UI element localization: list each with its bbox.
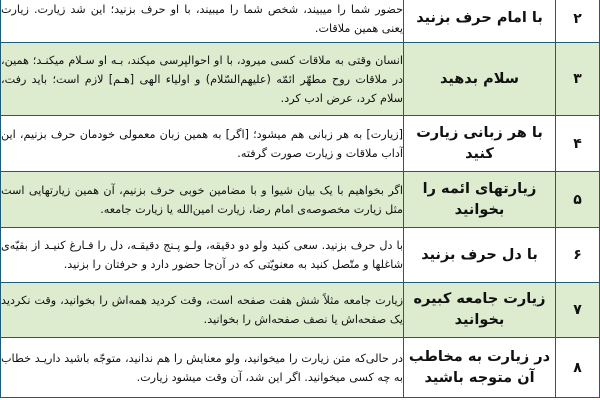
- table-row: [1, 172, 600, 228]
- row-description: با دل حرف بزنید. سعی کنید ولو دو دقیقه، ولـو پـنج دقیقـه، دل را فـارغ کنیـد از بقیّه‌ی شاغلها و متّصل کنید به معنویّتی که در آن‌جا حضور دارد و حرفتان را بزنید.: [1, 228, 404, 283]
- table-row: [1, 0, 600, 43]
- table-row: [1, 43, 600, 116]
- row-description: حضور شما را میبیند، شخص شما را میبیند، با او حرف بزنید؛ این شد زیارت. زیارت یعنی همین ملاقات.: [1, 0, 404, 43]
- row-number: ۸: [556, 338, 600, 398]
- table-row: [1, 283, 600, 338]
- table-row: [1, 228, 600, 283]
- row-number: ۷: [556, 283, 600, 338]
- row-title: با هر زبانی زیارت کنید: [404, 116, 556, 172]
- row-title: زیارتهای ائمه را بخوانید: [404, 172, 556, 228]
- row-number: ۳: [556, 43, 600, 116]
- row-title: با امام حرف بزنید: [404, 0, 556, 43]
- row-number: ۵: [556, 172, 600, 228]
- table-row: [1, 338, 600, 398]
- row-description: در حالی‌که متن زیارت را میخوانید، ولو معنایش را هم ندانید، متوجّه باشید داریـد خطاب به چه کسی میخوانید. اگر این شد، آن وقت میشود زیارت.: [1, 338, 404, 398]
- row-title: سلام بدهید: [404, 43, 556, 116]
- table-row: [1, 116, 600, 172]
- row-description: زیارت جامعه مثلاً شش هفت صفحه است، وقت کردید همه‌اش را بخوانید، وقت نکردید یک صفحه‌اش یا نصف صفحه‌اش را بخوانید.: [1, 283, 404, 338]
- row-title: زیارت جامعه کبیره بخوانید: [404, 283, 556, 338]
- row-description: [زیارت] به هر زبانی هم میشود؛ [اگر] به همین زبان معمولی خودمان حرف بزنیم، این آداب ملاقات و زیارت صورت گرفته.: [1, 116, 404, 172]
- row-number: ۲: [556, 0, 600, 43]
- row-description: انسان وقتی به ملاقات کسی میرود، با او احوالپرسی میکند، بـه او سـلام میکنـد؛ همین، در ملاقات روح مطهّر ائمّه (علیهم‌السّلام) و اولیاء الهی [هـم] لازم است؛ باید رفت، سلام کرد، عرض ادب کرد.: [1, 43, 404, 116]
- row-description: اگر بخواهیم با یک بیان شیوا و با مضامین خوبی حرف بزنیم، آن همین زیارتهایی است مثل زیارت مخصوصه‌ی امام رضا، زیارت امین‌الله یا زیارت جامعه.: [1, 172, 404, 228]
- row-number: ۴: [556, 116, 600, 172]
- row-title: در زیارت به مخاطب آن متوجه باشید: [404, 338, 556, 398]
- row-number: ۶: [556, 228, 600, 283]
- row-title: با دل حرف بزنید: [404, 228, 556, 283]
